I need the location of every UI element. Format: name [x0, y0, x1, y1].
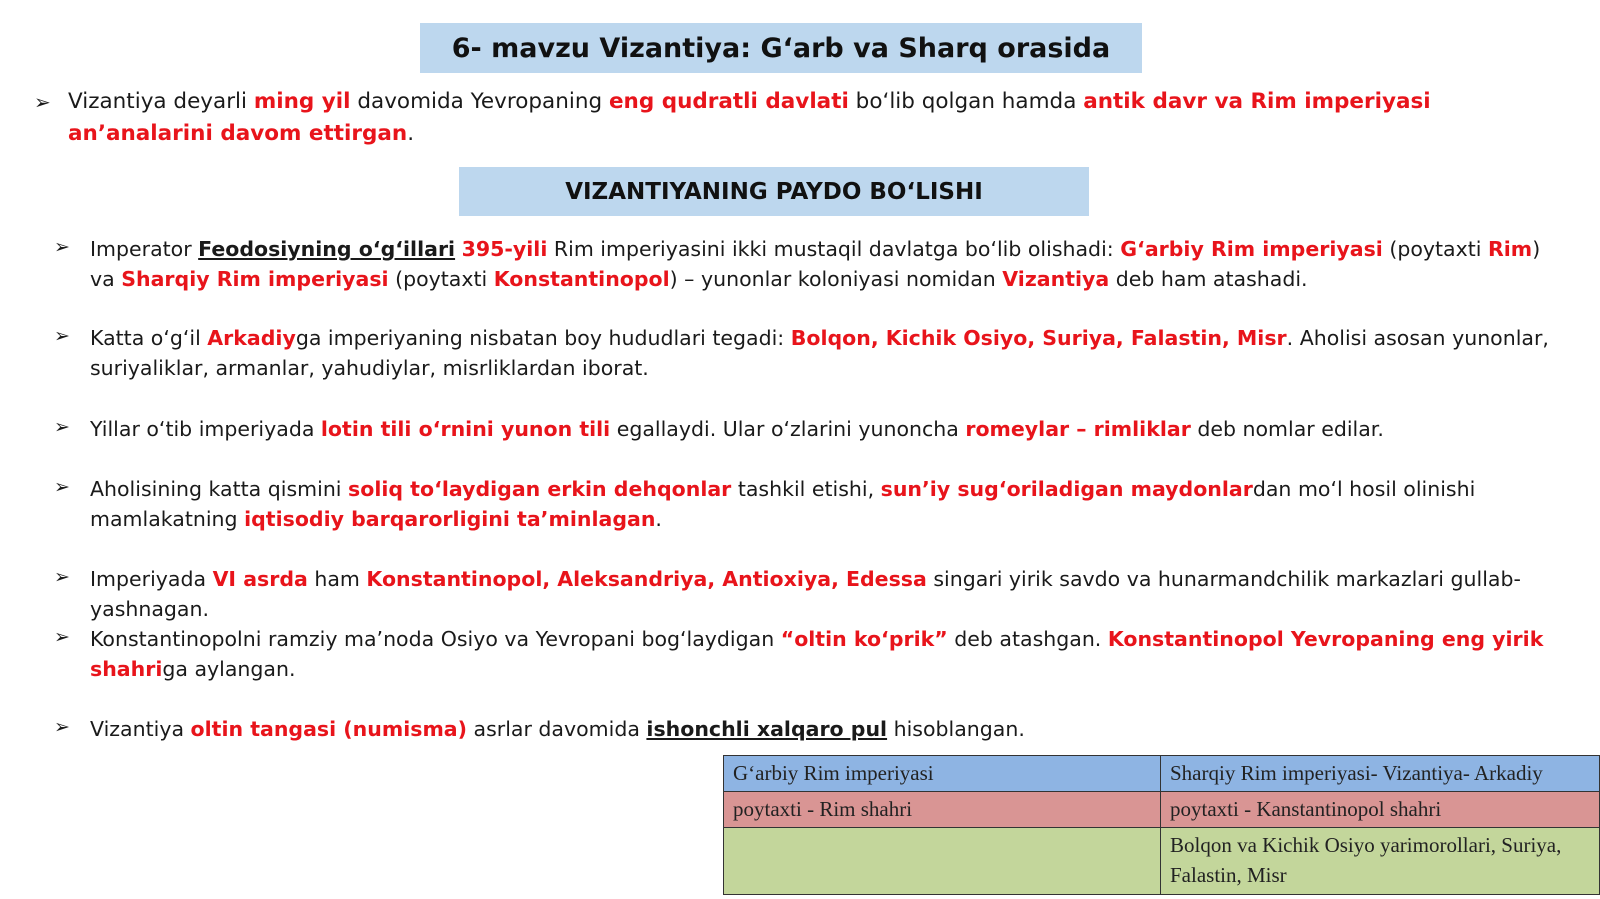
body-text: ga imperiyaning nisbatan boy hududlari tegadi: [295, 326, 791, 350]
highlight-text: Konstantinopol Yevropaning eng yirik shahri [90, 627, 1544, 681]
highlight-text: sun’iy sug‘oriladigan maydonlar [880, 477, 1253, 501]
section-title: VIZANTIYANING PAYDO BO‘LISHI [459, 167, 1089, 216]
highlight-text: “oltin ko‘prik” [780, 627, 948, 651]
highlight-text: 395-yili [461, 237, 548, 261]
body-text: (poytaxti [1382, 237, 1488, 261]
table-cell: poytaxti - Kanstantinopol shahri [1161, 792, 1600, 828]
bullet-text [90, 474, 1564, 534]
body-text: tashkil etishi, [731, 477, 881, 501]
bullet-item [54, 234, 1564, 294]
body-text: Katta o‘g‘il [90, 326, 208, 350]
bullet-item [54, 323, 1564, 383]
body-text: Aholisining katta qismini [90, 477, 349, 501]
bullet-item [54, 714, 1564, 744]
table-cell: G‘arbiy Rim imperiyasi [724, 756, 1161, 792]
highlight-text: Arkadiy [207, 326, 296, 350]
highlight-text: lotin tili o‘rnini yunon tili [320, 417, 611, 441]
body-text: ) va [90, 237, 1541, 291]
highlight-text: Vizantiya [1002, 267, 1110, 291]
arrow-bullet-icon: ➢ [54, 416, 70, 438]
highlight-text: Bolqon, Kichik Osiyo, Suriya, Falastin, Misr [790, 326, 1287, 350]
highlight-text: ming yil [253, 89, 351, 114]
arrow-bullet-icon: ➢ [54, 325, 70, 347]
body-text: Yillar o‘tib imperiyada [90, 417, 321, 441]
body-text: singari yirik savdo va hunarmandchilik markazlari gullab-yashnagan. [90, 567, 1521, 621]
body-text: ga aylangan. [162, 657, 296, 681]
body-text: Konstantinopolni ramziy ma’noda Osiyo va Yevropani bog‘laydigan [90, 627, 781, 651]
body-text: Imperator [90, 237, 199, 261]
highlight-text: G‘arbiy Rim imperiyasi [1120, 237, 1383, 261]
table-cell [724, 828, 1161, 895]
highlight-text: romeylar – rimliklar [965, 417, 1191, 441]
body-text: Imperiyada [90, 567, 213, 591]
table-cell: Bolqon va Kichik Osiyo yarimorollari, Suriya, Falastin, Misr [1161, 828, 1600, 895]
underlined-text: Feodosiyning o‘g‘illari [198, 237, 456, 261]
bullet-text [90, 234, 1564, 294]
highlight-text: soliq to‘laydigan erkin dehqonlar [348, 477, 732, 501]
bullet-item [54, 564, 1564, 624]
table-row [724, 792, 1600, 828]
table-cell: Sharqiy Rim imperiyasi- Vizantiya- Arkadiy [1161, 756, 1600, 792]
highlight-text: eng qudratli davlati [608, 89, 849, 114]
body-text: . [655, 507, 662, 531]
body-text: egallaydi. Ular o‘zlarini yunoncha [610, 417, 966, 441]
body-text: ) – yunonlar koloniyasi nomidan [669, 267, 1003, 291]
body-text: dan mo‘l hosil olinishi mamlakatning [90, 477, 1476, 531]
bullet-item [54, 414, 1564, 444]
body-text: (poytaxti [388, 267, 494, 291]
highlight-text: Sharqiy Rim imperiyasi [121, 267, 389, 291]
arrow-bullet-icon: ➢ [54, 716, 70, 738]
bullet-text [90, 414, 1564, 444]
underlined-text: ishonchli xalqaro pul [646, 717, 888, 741]
intro-paragraph [34, 86, 1564, 150]
arrow-bullet-icon: ➢ [34, 90, 51, 114]
arrow-bullet-icon: ➢ [54, 626, 70, 648]
body-text: deb nomlar edilar. [1190, 417, 1384, 441]
highlight-text: antik davr va Rim imperiyasi an’analarini davom ettirgan [68, 89, 1431, 146]
highlight-text: oltin tangasi (numisma) [190, 717, 468, 741]
slide-title: 6- mavzu Vizantiya: G‘arb va Sharq orasida [420, 23, 1142, 73]
bullet-item [54, 474, 1564, 534]
body-text: . [407, 121, 415, 146]
body-text: Vizantiya deyarli [68, 89, 254, 114]
arrow-bullet-icon: ➢ [54, 566, 70, 588]
bullet-text [90, 564, 1564, 624]
table-cell: poytaxti - Rim shahri [724, 792, 1161, 828]
body-text: . Aholisi asosan yunonlar, suriyaliklar, armanlar, yahudiylar, misrliklardan iborat. [90, 326, 1549, 380]
body-text: davomida Yevropaning [350, 89, 609, 114]
bullet-item [54, 624, 1564, 684]
intro-text [68, 86, 1564, 150]
table-row [724, 828, 1600, 895]
body-text: Vizantiya [90, 717, 191, 741]
table-row [724, 756, 1600, 792]
body-text: bo‘lib qolgan hamda [848, 89, 1084, 114]
body-text: deb atashgan. [947, 627, 1108, 651]
arrow-bullet-icon: ➢ [54, 476, 70, 498]
bullet-text [90, 714, 1564, 744]
comparison-table [723, 755, 1600, 895]
highlight-text: VI asrda [212, 567, 308, 591]
highlight-text: Konstantinopol, Aleksandriya, Antioxiya, Edessa [366, 567, 927, 591]
body-text: deb ham atashadi. [1109, 267, 1308, 291]
arrow-bullet-icon: ➢ [54, 236, 70, 258]
body-text: hisoblangan. [887, 717, 1025, 741]
bullet-text [90, 323, 1564, 383]
bullet-text [90, 624, 1564, 684]
body-text: Rim imperiyasini ikki mustaqil davlatga bo‘lib olishadi: [547, 237, 1121, 261]
body-text: asrlar davomida [467, 717, 647, 741]
highlight-text: Rim [1488, 237, 1533, 261]
body-text: ham [307, 567, 367, 591]
highlight-text: iqtisodiy barqarorligini ta’minlagan [244, 507, 656, 531]
highlight-text: Konstantinopol [493, 267, 670, 291]
